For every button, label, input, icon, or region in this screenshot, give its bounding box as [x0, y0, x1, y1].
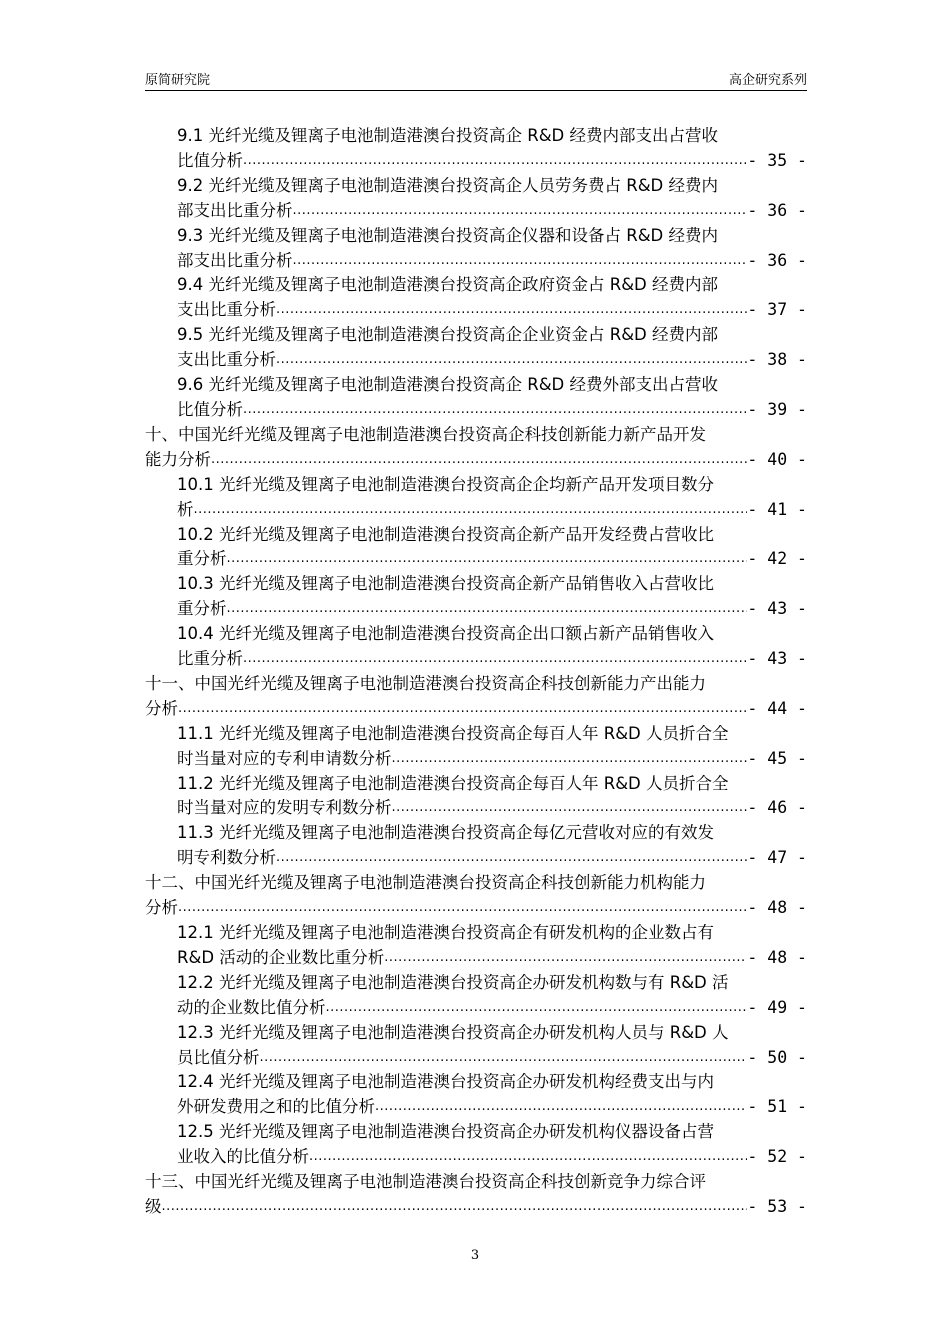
toc-entry-title: 12.4 光纤光缆及锂离子电池制造港澳台投资高企办研发机构经费支出与内 — [177, 1072, 714, 1092]
toc-entry[interactable] — [145, 1170, 807, 1220]
toc-page-number: - 36 - — [747, 250, 807, 270]
toc-page-number: - 44 - — [747, 698, 807, 718]
toc-entry-title: 十三、中国光纤光缆及锂离子电池制造港澳台投资高企科技创新竞争力综合评 — [145, 1172, 706, 1192]
toc-entry[interactable] — [145, 473, 807, 523]
toc-entry-title-continuation: 比重分析 — [177, 649, 243, 669]
toc-leader-dots — [276, 348, 747, 373]
toc-leader-dots — [227, 597, 748, 622]
toc-leader-dots — [243, 149, 747, 174]
toc-entry-title: 9.1 光纤光缆及锂离子电池制造港澳台投资高企 R&D 经费内部支出占营收 — [177, 126, 719, 145]
toc-leader-dots — [384, 946, 747, 971]
toc-leader-dots — [392, 796, 748, 821]
toc-entry-title: 十二、中国光纤光缆及锂离子电池制造港澳台投资高企科技创新能力机构能力 — [145, 873, 706, 893]
toc-leader-dots — [293, 199, 748, 224]
toc-entry-title: 12.2 光纤光缆及锂离子电池制造港澳台投资高企办研发机构数与有 R&D 活 — [177, 972, 729, 992]
toc-page-number: - 52 - — [747, 1147, 807, 1167]
toc-entry-title-continuation: 支出比重分析 — [177, 300, 276, 320]
toc-entry-title-continuation: 比值分析 — [177, 399, 243, 419]
toc-entry[interactable] — [145, 174, 807, 224]
toc-entry-title-continuation: R&D 活动的企业数比重分析 — [177, 947, 385, 967]
toc-page-number: - 53 - — [747, 1196, 807, 1216]
toc-entry-title: 9.2 光纤光缆及锂离子电池制造港澳台投资高企人员劳务费占 R&D 经费内 — [177, 175, 719, 195]
toc-page-number: - 40 - — [747, 449, 807, 469]
toc-entry[interactable] — [145, 1021, 807, 1071]
toc-entry-title-continuation: 部支出比重分析 — [177, 200, 293, 220]
toc-entry-title: 十、中国光纤光缆及锂离子电池制造港澳台投资高企科技创新能力新产品开发 — [145, 424, 706, 444]
toc-page-number: - 48 - — [747, 947, 807, 967]
toc-entry-title-continuation: 分析 — [145, 898, 178, 918]
toc-page-number: - 51 - — [747, 1097, 807, 1117]
toc-entry-title: 10.3 光纤光缆及锂离子电池制造港澳台投资高企新产品销售收入占营收比 — [177, 574, 714, 594]
toc-entry-title-continuation: 业收入的比值分析 — [177, 1147, 309, 1167]
toc-entry[interactable] — [145, 772, 807, 822]
toc-entry-title-continuation: 分析 — [145, 698, 178, 718]
toc-entry-title: 11.3 光纤光缆及锂离子电池制造港澳台投资高企每亿元营收对应的有效发 — [177, 823, 714, 843]
page-header — [145, 66, 807, 91]
toc-entry-title: 10.4 光纤光缆及锂离子电池制造港澳台投资高企出口额占新产品销售收入 — [177, 624, 714, 644]
toc-entry-title-continuation: 时当量对应的专利申请数分析 — [177, 748, 392, 768]
toc-page-number: - 39 - — [747, 399, 807, 419]
toc-leader-dots — [326, 996, 748, 1021]
toc-entry[interactable] — [145, 124, 807, 174]
toc-entry-title: 10.2 光纤光缆及锂离子电池制造港澳台投资高企新产品开发经费占营收比 — [177, 524, 714, 544]
toc-page-number: - 48 - — [747, 898, 807, 918]
toc-page-number: - 35 - — [747, 150, 807, 170]
toc-page-number: - 42 - — [747, 549, 807, 569]
toc-leader-dots — [243, 398, 747, 423]
toc-page-number: - 38 - — [747, 350, 807, 370]
toc-entry[interactable] — [145, 273, 807, 323]
toc-page-number: - 46 - — [747, 798, 807, 818]
toc-leader-dots — [162, 1195, 748, 1220]
header-right-text: 高企研究系列 — [728, 73, 807, 88]
toc-entry[interactable] — [145, 921, 807, 971]
toc-entry[interactable] — [145, 622, 807, 672]
toc-entry-title: 十一、中国光纤光缆及锂离子电池制造港澳台投资高企科技创新能力产出能力 — [145, 673, 706, 693]
toc-entry-title-continuation: 外研发费用之和的比值分析 — [177, 1097, 375, 1117]
table-of-contents — [145, 124, 807, 1220]
toc-page-number: - 45 - — [747, 748, 807, 768]
toc-entry[interactable] — [145, 672, 807, 722]
toc-entry-title: 11.2 光纤光缆及锂离子电池制造港澳台投资高企每百人年 R&D 人员折合全 — [177, 773, 729, 793]
toc-entry-title: 9.5 光纤光缆及锂离子电池制造港澳台投资高企企业资金占 R&D 经费内部 — [177, 325, 719, 345]
toc-entry[interactable] — [145, 1070, 807, 1120]
toc-page-number: - 41 - — [747, 499, 807, 519]
page-number: 3 — [470, 1248, 480, 1263]
toc-entry-title: 9.6 光纤光缆及锂离子电池制造港澳台投资高企 R&D 经费外部支出占营收 — [177, 375, 719, 395]
toc-entry-title-continuation: 明专利数分析 — [177, 848, 276, 868]
toc-entry[interactable] — [145, 423, 807, 473]
toc-entry-title-continuation: 比值分析 — [177, 150, 243, 170]
toc-entry-title: 12.5 光纤光缆及锂离子电池制造港澳台投资高企办研发机构仪器设备占营 — [177, 1122, 714, 1142]
toc-entry-title: 9.3 光纤光缆及锂离子电池制造港澳台投资高企仪器和设备占 R&D 经费内 — [177, 225, 719, 245]
toc-entry-title: 11.1 光纤光缆及锂离子电池制造港澳台投资高企每百人年 R&D 人员折合全 — [177, 723, 729, 743]
toc-entry[interactable] — [145, 373, 807, 423]
toc-leader-dots — [211, 448, 747, 473]
toc-entry-title-continuation: 级 — [145, 1196, 162, 1216]
toc-leader-dots — [178, 697, 747, 722]
toc-entry-title-continuation: 部支出比重分析 — [177, 250, 293, 270]
toc-leader-dots — [375, 1095, 747, 1120]
toc-entry-title-continuation: 重分析 — [177, 549, 227, 569]
toc-entry[interactable] — [145, 323, 807, 373]
toc-page-number: - 36 - — [747, 200, 807, 220]
toc-leader-dots — [276, 846, 747, 871]
toc-page-number: - 37 - — [747, 300, 807, 320]
header-left-text: 原简研究院 — [145, 73, 211, 88]
toc-page-number: - 49 - — [747, 997, 807, 1017]
toc-page-number: - 50 - — [747, 1047, 807, 1067]
toc-leader-dots — [276, 298, 747, 323]
toc-entry-title: 12.1 光纤光缆及锂离子电池制造港澳台投资高企有研发机构的企业数占有 — [177, 923, 714, 942]
toc-leader-dots — [293, 249, 748, 274]
toc-entry[interactable] — [145, 523, 807, 573]
toc-entry-title-continuation: 时当量对应的发明专利数分析 — [177, 798, 392, 818]
toc-entry[interactable] — [145, 871, 807, 921]
toc-page-number: - 47 - — [747, 848, 807, 868]
toc-entry-title: 12.3 光纤光缆及锂离子电池制造港澳台投资高企办研发机构人员与 R&D 人 — [177, 1022, 729, 1042]
toc-leader-dots — [178, 896, 747, 921]
toc-entry[interactable] — [145, 722, 807, 772]
toc-leader-dots — [392, 747, 748, 772]
toc-entry-title-continuation: 动的企业数比值分析 — [177, 997, 326, 1017]
toc-entry-title-continuation: 支出比重分析 — [177, 350, 276, 370]
toc-entry-title: 10.1 光纤光缆及锂离子电池制造港澳台投资高企企均新产品开发项目数分 — [177, 474, 714, 494]
toc-entry-title-continuation: 员比值分析 — [177, 1047, 260, 1067]
toc-entry[interactable] — [145, 971, 807, 1021]
toc-leader-dots — [260, 1046, 748, 1071]
toc-entry-title-continuation: 能力分析 — [145, 449, 211, 469]
toc-entry[interactable] — [145, 572, 807, 622]
toc-page-number: - 43 - — [747, 649, 807, 669]
toc-leader-dots — [194, 498, 748, 523]
toc-entry-title-continuation: 析 — [177, 499, 194, 519]
toc-page-number: - 43 - — [747, 599, 807, 619]
toc-leader-dots — [227, 547, 748, 572]
toc-entry[interactable] — [145, 821, 807, 871]
toc-leader-dots — [243, 647, 747, 672]
toc-entry[interactable] — [145, 224, 807, 274]
toc-leader-dots — [309, 1145, 747, 1170]
toc-entry-title-continuation: 重分析 — [177, 599, 227, 619]
toc-entry[interactable] — [145, 1120, 807, 1170]
toc-entry-title: 9.4 光纤光缆及锂离子电池制造港澳台投资高企政府资金占 R&D 经费内部 — [177, 275, 719, 295]
